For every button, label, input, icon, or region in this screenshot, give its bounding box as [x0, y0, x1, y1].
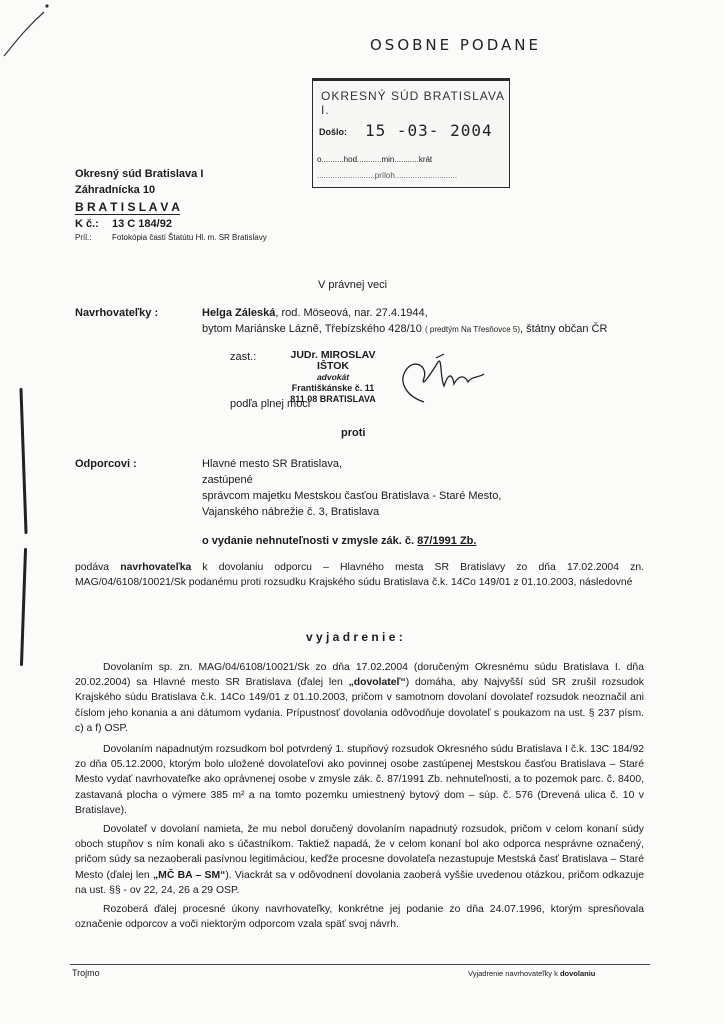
- footer-rule: [70, 964, 650, 965]
- intro-text-a: podáva: [75, 562, 121, 573]
- lawyer-title: advokát: [316, 372, 350, 382]
- footer-copies: Trojmo: [72, 968, 100, 978]
- footer-title-text: Vyjadrenie navrhovateľky k: [468, 969, 560, 978]
- petitioner-address: bytom Mariánske Lázně, Třebízského 428/10: [202, 323, 422, 335]
- respondent-label: Odporcovi :: [75, 458, 137, 470]
- attachment-text: Fotokópia časti Štatútu Hl. m. SR Bratislavy: [112, 233, 267, 242]
- paragraph-3-term: „MČ BA – SM“: [152, 869, 226, 881]
- addressee-city: B R A T I S L A V A: [75, 200, 180, 214]
- statement-heading: v y j a d r e n i e :: [306, 630, 403, 644]
- addressee-street: Záhradnícka 10: [75, 184, 156, 196]
- in-matter-heading: V právnej veci: [318, 279, 388, 291]
- lawyer-stamp: [274, 350, 392, 405]
- stamp-received-date: 15 -03- 2004: [365, 121, 493, 140]
- case-number: 13 C 184/92: [112, 218, 172, 230]
- stamp-time-line: o..........hod...........min...........krát: [317, 155, 433, 164]
- petitioner-name: Helga Záleská: [202, 307, 276, 319]
- respondent-line-4: Vajanského nábrežie č. 3, Bratislava: [202, 506, 380, 518]
- stamp-received-label: Došlo:: [319, 127, 347, 137]
- lawyer-signature: [396, 352, 488, 414]
- attachment-label: Príl.:: [75, 233, 92, 242]
- petitioner-line-1: [202, 307, 428, 319]
- addressee-court: Okresný súd Bratislava I: [75, 168, 204, 180]
- respondent-line-3: správcom majetku Mestskou časťou Bratislava - Staré Mesto,: [202, 490, 502, 502]
- margin-mark-lower: [20, 548, 27, 666]
- paragraph-3-text-c: ). Viackrát sa v odôvodnení dovolania zaoberá vyššie uvedenou otázkou, pričom odkazuje na ust. §§ - ov 22, 24, 26 a 29 OSP.: [75, 869, 644, 896]
- paragraph-1-term: „dovolateľ“: [348, 677, 406, 689]
- lawyer-street: Františkánske č. 11: [291, 383, 375, 393]
- stamp-court-name: OKRESNÝ SÚD BRATISLAVA I.: [321, 89, 505, 117]
- case-label: K č.:: [75, 218, 99, 230]
- respondent-line-2: zastúpené: [202, 474, 253, 486]
- respondent-name: Hlavné mesto SR Bratislava,: [202, 458, 342, 470]
- footer-title-bold: dovolaniu: [559, 969, 596, 978]
- paragraph-3-text-a: Dovolateľ v dovolaní namieta, že mu nebol doručený dovolaním napadnutý rozsudok, pričom v celom konaní súdy oboch stupňov s ním konali ako s účastníkom. Taktiež napadá, že v celom konaní bol ako odporca nesprávne označený, pričom súdy sa nezaoberali pasívnou legitimáciou, keďže procesne dovolateľa nezastupuje Mestská časť Bratislava – Staré Mesto (ďalej len: [75, 824, 644, 881]
- petitioner-address-note: ( predtým Na Třesňovce 5): [424, 325, 520, 334]
- footer-document-title: [468, 969, 595, 978]
- versus-heading: proti: [341, 427, 366, 439]
- lawyer-name: JUDr. MIROSLAV IŠTOK: [290, 349, 376, 372]
- petitioner-label: Navrhovateľky :: [75, 307, 159, 319]
- paragraph-3: [75, 822, 644, 898]
- intro-text-c: k dovolaniu odporcu – Hlavného mesta SR Bratislavy zo dňa 17.02.2004 zn. MAG/04/6108/10021/Sk podanému proti rozsudku Krajského súdu Bratislava č.k. 14Co 149/01 z 01.10.2003, následovné: [75, 562, 644, 589]
- petitioner-citizenship: , štátny občan ČR: [519, 323, 608, 335]
- lawyer-city: 811 08 BRATISLAVA: [290, 394, 376, 404]
- paragraph-1-text-a: Dovolaním sp. zn. MAG/04/6108/10021/Sk zo dňa 17.02.2004 (doručeným Okresnému súdu Bratislava I. dňa 20.02.2004) sa Hlavné mesto SR Bratislava (ďalej len: [75, 662, 644, 689]
- paragraph-4: Rozoberá ďalej procesné úkony navrhovateľky, konkrétne jej podanie zo dňa 24.07.1996, ktorým spresňovala označenie odporcov a voči niektorým odporcom vzala späť svoj návrh.: [75, 904, 644, 931]
- subject-text: o vydanie nehnuteľnosti v zmysle zák. č.: [202, 535, 418, 547]
- representative-label: zast.:: [230, 351, 257, 363]
- court-receipt-stamp: [312, 78, 510, 188]
- intro-paragraph: [75, 560, 644, 590]
- paragraph-2: Dovolaním napadnutým rozsudkom bol potvrdený 1. stupňový rozsudok Okresného súdu Bratislava I č.k. 13C 184/92 zo dňa 05.12.2000, ktorým bolo uložené dovolateľovi ako povinnej osobe zastúpenej Mestskou časťou Bratislava – Staré Mesto vydať navrhovateľke ako oprávnenej osobe v zmysle zák. č. 87/1991 Zb. nehnuteľnosti, a to pozemok parc. č. 8400, zastavaná plocha o výmere 385 m² a na tomto pozemku umiestnený bytový dom – súp. č. 576 (Drevená ulica č. 10 v Bratislave).: [75, 744, 644, 816]
- petitioner-details: , rod. Möseová, nar. 27.4.1944,: [275, 307, 428, 319]
- corner-pen-mark: [0, 0, 60, 60]
- subject-law: 87/1991 Zb.: [417, 535, 477, 547]
- paragraph-1-text-c: ) domáha, aby Najvyšší súd SR zrušil rozsudok Krajského súdu Bratislava č.k. 14Co 149/01 z 01.10.2003, pričom v samotnom dovolaní dovolateľ rozsudok neoznačil ani číslom jeho konania a ani dátumom vydania. Prípustnosť dovolania odôvodňuje dovolateľ s poukazom na ust. § 237 písm. c) a f) OSP.: [75, 677, 644, 734]
- power-of-attorney: podľa plnej moci: [230, 398, 311, 410]
- margin-mark-upper: [19, 388, 27, 534]
- intro-petitioner: navrhovateľka: [120, 562, 192, 573]
- subject-line: [202, 535, 476, 547]
- paragraph-1: [75, 660, 644, 736]
- petitioner-line-2: [202, 323, 607, 335]
- handwritten-title: OSOBNE PODANE: [370, 36, 541, 54]
- stamp-attachments-line: ..........................príloh............................: [317, 171, 458, 180]
